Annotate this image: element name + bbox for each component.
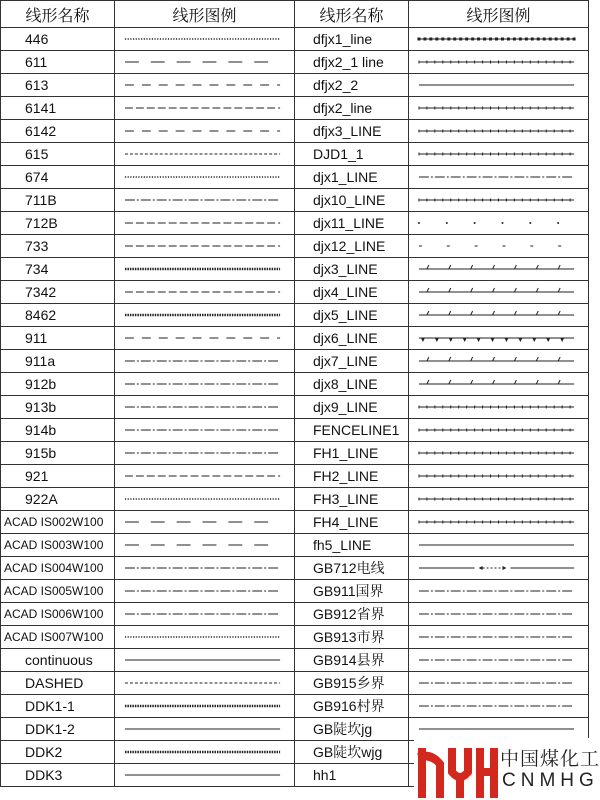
linetype-pattern-dash-short <box>115 97 294 119</box>
linetype-legend-cell <box>115 465 295 488</box>
linetype-name-cell: FH3_LINE <box>295 488 409 511</box>
linetype-name-cell: 914b <box>1 419 115 442</box>
linetype-name-cell: DASHED <box>1 672 115 695</box>
linetype-name-cell: 446 <box>1 28 115 51</box>
table-row <box>1 51 589 74</box>
linetype-name-cell: 674 <box>1 166 115 189</box>
linetype-name-cell: 6142 <box>1 120 115 143</box>
linetype-legend-cell <box>115 143 295 166</box>
linetype-pattern-dash-dot <box>409 626 588 648</box>
linetype-name-cell: FH4_LINE <box>295 511 409 534</box>
linetype-name-cell: GB陡坎wjg <box>295 741 409 764</box>
linetype-legend-cell <box>115 74 295 97</box>
linetype-name-cell: djx1_LINE <box>295 166 409 189</box>
linetype-legend-cell <box>115 189 295 212</box>
linetype-name-cell: ACAD IS003W100 <box>1 534 115 557</box>
linetype-legend-cell <box>409 649 589 672</box>
linetype-legend-cell <box>115 97 295 120</box>
linetype-legend-cell <box>409 51 589 74</box>
linetype-legend-cell <box>409 74 589 97</box>
linetype-pattern-sparse-dash <box>409 235 588 257</box>
linetype-legend-cell <box>115 281 295 304</box>
linetype-pattern-dash-short <box>115 235 294 257</box>
linetype-name-cell: GB陡坎jg <box>295 718 409 741</box>
linetype-name-cell: djx5_LINE <box>295 304 409 327</box>
linetype-name-cell: dfjx2_1 line <box>295 51 409 74</box>
table-row <box>1 672 589 695</box>
table-row <box>1 649 589 672</box>
linetype-pattern-dash-dot <box>115 373 294 395</box>
linetype-legend-cell <box>115 626 295 649</box>
linetype-name-cell: DDK2 <box>1 741 115 764</box>
logo-mark-icon <box>414 742 498 798</box>
linetype-pattern-dash-dot <box>409 166 588 188</box>
linetype-name-cell: 615 <box>1 143 115 166</box>
linetype-legend-cell <box>409 603 589 626</box>
linetype-name-cell: fh5_LINE <box>295 534 409 557</box>
linetype-pattern-dash-dot <box>409 649 588 671</box>
linetype-pattern-dash-dot <box>115 419 294 441</box>
linetype-name-cell: GB911国界 <box>295 580 409 603</box>
linetype-name-cell: GB913市界 <box>295 626 409 649</box>
linetype-legend-cell <box>115 212 295 235</box>
linetype-name-cell: DDK3 <box>1 764 115 787</box>
table-row <box>1 235 589 258</box>
watermark-logo <box>414 738 600 800</box>
linetype-legend-cell <box>115 396 295 419</box>
linetype-pattern-dash-short <box>115 281 294 303</box>
linetype-name-cell: dfjx2_line <box>295 97 409 120</box>
linetype-legend-cell <box>409 235 589 258</box>
linetype-name-cell: GB914县界 <box>295 649 409 672</box>
linetype-pattern-solid <box>409 534 588 556</box>
linetype-pattern-dash-long <box>115 51 294 73</box>
linetype-name-cell: 911a <box>1 350 115 373</box>
table-row <box>1 120 589 143</box>
linetype-pattern-dash-long <box>115 511 294 533</box>
table-row <box>1 695 589 718</box>
linetype-pattern-dash-fine <box>115 672 294 694</box>
linetype-name-cell: FH2_LINE <box>295 465 409 488</box>
linetype-name-cell: 912b <box>1 373 115 396</box>
table-row <box>1 143 589 166</box>
linetype-name-cell: 922A <box>1 488 115 511</box>
linetype-name-cell: djx4_LINE <box>295 281 409 304</box>
table-row <box>1 603 589 626</box>
linetype-name-cell: ACAD IS007W100 <box>1 626 115 649</box>
linetype-pattern-tick-line <box>409 120 588 142</box>
table-row <box>1 166 589 189</box>
table-row <box>1 626 589 649</box>
linetype-pattern-solid-ticks <box>409 258 588 280</box>
table-row <box>1 97 589 120</box>
header-linetype-name: 线形名称 <box>1 1 115 28</box>
header-linetype-legend: 线形图例 <box>115 1 295 28</box>
linetype-legend-cell <box>115 327 295 350</box>
table-row <box>1 442 589 465</box>
linetype-rows <box>1 28 589 787</box>
linetype-name-cell: GB915乡界 <box>295 672 409 695</box>
linetype-name-cell: DJD1_1 <box>295 143 409 166</box>
linetype-legend-cell <box>409 350 589 373</box>
linetype-pattern-solid-ticks <box>409 373 588 395</box>
linetype-legend-cell <box>409 626 589 649</box>
table-row <box>1 189 589 212</box>
linetype-legend-cell <box>115 120 295 143</box>
linetype-legend-cell <box>115 741 295 764</box>
linetype-legend-cell <box>115 764 295 787</box>
linetype-legend-cell <box>115 235 295 258</box>
linetype-legend-cell <box>409 189 589 212</box>
linetype-name-cell: dfjx1_line <box>295 28 409 51</box>
logo-text-en: CNMHG <box>502 770 599 791</box>
table-row <box>1 373 589 396</box>
linetype-pattern-sparse-dots <box>409 212 588 234</box>
table-row <box>1 304 589 327</box>
linetype-name-cell: 7342 <box>1 281 115 304</box>
linetype-legend-cell <box>115 557 295 580</box>
linetype-pattern-solid <box>409 74 588 96</box>
linetype-legend-cell <box>409 373 589 396</box>
linetype-pattern-dots-dense <box>115 166 294 188</box>
linetype-legend-cell <box>409 120 589 143</box>
linetype-name-cell: 6141 <box>1 97 115 120</box>
linetype-legend-cell <box>409 511 589 534</box>
linetype-pattern-dash-medium <box>115 120 294 142</box>
linetype-name-cell: djx8_LINE <box>295 373 409 396</box>
linetype-name-cell: GB912省界 <box>295 603 409 626</box>
table-row <box>1 511 589 534</box>
linetype-name-cell: 915b <box>1 442 115 465</box>
linetype-pattern-dots-dense <box>115 488 294 510</box>
linetype-pattern-tick-line <box>409 189 588 211</box>
linetype-legend-cell <box>115 695 295 718</box>
linetype-legend-cell <box>409 557 589 580</box>
table-row <box>1 258 589 281</box>
table-row <box>1 28 589 51</box>
linetype-pattern-tick-line <box>409 97 588 119</box>
linetype-pattern-solid <box>115 649 294 671</box>
linetype-pattern-dash-dot <box>409 580 588 602</box>
linetype-legend-cell <box>409 304 589 327</box>
linetype-legend-cell <box>409 442 589 465</box>
linetype-name-cell: ACAD IS002W100 <box>1 511 115 534</box>
table-row <box>1 534 589 557</box>
linetype-name-cell: 911 <box>1 327 115 350</box>
linetype-pattern-dash-dot <box>115 396 294 418</box>
table-row <box>1 350 589 373</box>
header-linetype-name: 线形名称 <box>295 1 409 28</box>
linetype-legend-cell <box>115 718 295 741</box>
linetype-name-cell: DDK1-1 <box>1 695 115 718</box>
linetype-pattern-dash-dot <box>409 603 588 625</box>
linetype-name-cell: 611 <box>1 51 115 74</box>
linetype-legend-cell <box>115 51 295 74</box>
linetype-pattern-dash-long <box>115 534 294 556</box>
linetype-name-cell: 8462 <box>1 304 115 327</box>
table-row <box>1 281 589 304</box>
linetype-name-cell: 921 <box>1 465 115 488</box>
linetype-pattern-dash-dot <box>115 557 294 579</box>
linetype-name-cell: 613 <box>1 74 115 97</box>
linetype-name-cell: ACAD IS006W100 <box>1 603 115 626</box>
linetype-legend-cell <box>115 28 295 51</box>
linetype-legend-cell <box>409 695 589 718</box>
linetype-pattern-dash-medium <box>115 327 294 349</box>
linetype-name-cell: ACAD IS005W100 <box>1 580 115 603</box>
linetype-legend-cell <box>115 350 295 373</box>
logo-text-cn: 中国煤化工 <box>500 748 600 770</box>
linetype-name-cell: djx6_LINE <box>295 327 409 350</box>
linetype-legend-cell <box>409 327 589 350</box>
linetype-pattern-solid-ticks <box>409 304 588 326</box>
linetype-legend-cell <box>115 649 295 672</box>
linetype-name-cell: FH1_LINE <box>295 442 409 465</box>
linetype-legend-cell <box>409 672 589 695</box>
table-row <box>1 557 589 580</box>
table-row <box>1 580 589 603</box>
linetype-pattern-dots-dense <box>115 28 294 50</box>
linetype-pattern-tick-line <box>409 442 588 464</box>
linetype-pattern-solid-ticks <box>409 281 588 303</box>
linetype-pattern-dash-dot <box>409 695 588 717</box>
table-row <box>1 327 589 350</box>
linetype-pattern-dots-dense <box>115 626 294 648</box>
linetype-legend-cell <box>409 97 589 120</box>
table-row <box>1 488 589 511</box>
linetype-name-cell: GB712电线 <box>295 557 409 580</box>
linetype-pattern-tick-line <box>409 488 588 510</box>
linetype-name-cell: 734 <box>1 258 115 281</box>
linetype-pattern-thick-dots <box>115 741 294 763</box>
linetype-legend-cell <box>409 281 589 304</box>
linetype-legend-cell <box>409 166 589 189</box>
linetype-name-cell: 712B <box>1 212 115 235</box>
linetype-pattern-solid <box>409 718 588 740</box>
linetype-pattern-tick-line <box>409 511 588 533</box>
linetype-pattern-dash-dot <box>115 350 294 372</box>
linetype-name-cell: DDK1-2 <box>1 718 115 741</box>
linetype-pattern-solid-ticks <box>409 350 588 372</box>
linetype-name-cell: hh1 <box>295 764 409 787</box>
linetype-legend-cell <box>409 396 589 419</box>
table-row <box>1 212 589 235</box>
linetype-pattern-dash-dot <box>115 189 294 211</box>
linetype-legend-cell <box>409 258 589 281</box>
linetype-pattern-tick-line <box>409 51 588 73</box>
linetype-name-cell: djx9_LINE <box>295 396 409 419</box>
table-row <box>1 419 589 442</box>
table-row <box>1 465 589 488</box>
linetype-pattern-dash-dot <box>115 603 294 625</box>
linetype-legend-cell <box>115 258 295 281</box>
linetype-pattern-tick-line <box>409 396 588 418</box>
linetype-legend-cell <box>409 465 589 488</box>
linetype-legend-cell <box>115 580 295 603</box>
linetype-legend-cell <box>115 419 295 442</box>
linetype-legend-cell <box>409 534 589 557</box>
linetype-pattern-thick-dots <box>115 695 294 717</box>
linetype-pattern-square-dots <box>409 28 588 50</box>
linetype-name-cell: 733 <box>1 235 115 258</box>
linetype-name-cell: GB916村界 <box>295 695 409 718</box>
linetype-legend-cell <box>409 28 589 51</box>
linetype-name-cell: ACAD IS004W100 <box>1 557 115 580</box>
linetype-pattern-triangles <box>409 327 588 349</box>
linetype-pattern-arrow-center <box>409 557 588 579</box>
linetype-name-cell: djx11_LINE <box>295 212 409 235</box>
linetype-legend-cell <box>115 511 295 534</box>
linetype-legend-cell <box>115 488 295 511</box>
linetype-pattern-tick-line <box>409 465 588 487</box>
linetype-name-cell: continuous <box>1 649 115 672</box>
linetype-pattern-thick-dots <box>115 258 294 280</box>
table-row <box>1 396 589 419</box>
linetype-legend-cell <box>409 419 589 442</box>
linetype-legend-cell <box>409 212 589 235</box>
linetype-pattern-dash-dot <box>409 672 588 694</box>
linetype-legend-cell <box>115 534 295 557</box>
linetype-name-cell: 711B <box>1 189 115 212</box>
linetype-name-cell: djx7_LINE <box>295 350 409 373</box>
linetype-pattern-dash-medium <box>115 74 294 96</box>
linetype-legend-cell <box>115 442 295 465</box>
linetype-name-cell: djx12_LINE <box>295 235 409 258</box>
linetype-legend-cell <box>409 488 589 511</box>
linetype-pattern-tick-line <box>409 419 588 441</box>
linetype-pattern-tick-line <box>409 143 588 165</box>
linetype-legend-cell <box>409 143 589 166</box>
header-row <box>1 1 589 28</box>
linetype-pattern-dash-dot <box>115 442 294 464</box>
linetype-pattern-thick-dots <box>115 304 294 326</box>
linetype-legend-cell <box>115 373 295 396</box>
table-row <box>1 74 589 97</box>
linetype-pattern-dash-dot <box>115 580 294 602</box>
linetype-pattern-solid <box>115 718 294 740</box>
linetype-name-cell: dfjx3_LINE <box>295 120 409 143</box>
linetype-pattern-solid <box>115 764 294 786</box>
linetype-name-cell: 913b <box>1 396 115 419</box>
linetype-legend-cell <box>409 580 589 603</box>
linetype-legend-cell <box>115 672 295 695</box>
linetype-legend-cell <box>115 166 295 189</box>
linetype-legend-cell <box>115 603 295 626</box>
linetype-name-cell: FENCELINE1 <box>295 419 409 442</box>
linetype-pattern-dash-fine <box>115 143 294 165</box>
linetype-name-cell: djx3_LINE <box>295 258 409 281</box>
linetype-pattern-dash-short <box>115 212 294 234</box>
linetype-name-cell: djx10_LINE <box>295 189 409 212</box>
linetype-name-cell: dfjx2_2 <box>295 74 409 97</box>
linetype-legend-cell <box>115 304 295 327</box>
linetype-pattern-dash-short <box>115 465 294 487</box>
header-linetype-legend: 线形图例 <box>409 1 589 28</box>
